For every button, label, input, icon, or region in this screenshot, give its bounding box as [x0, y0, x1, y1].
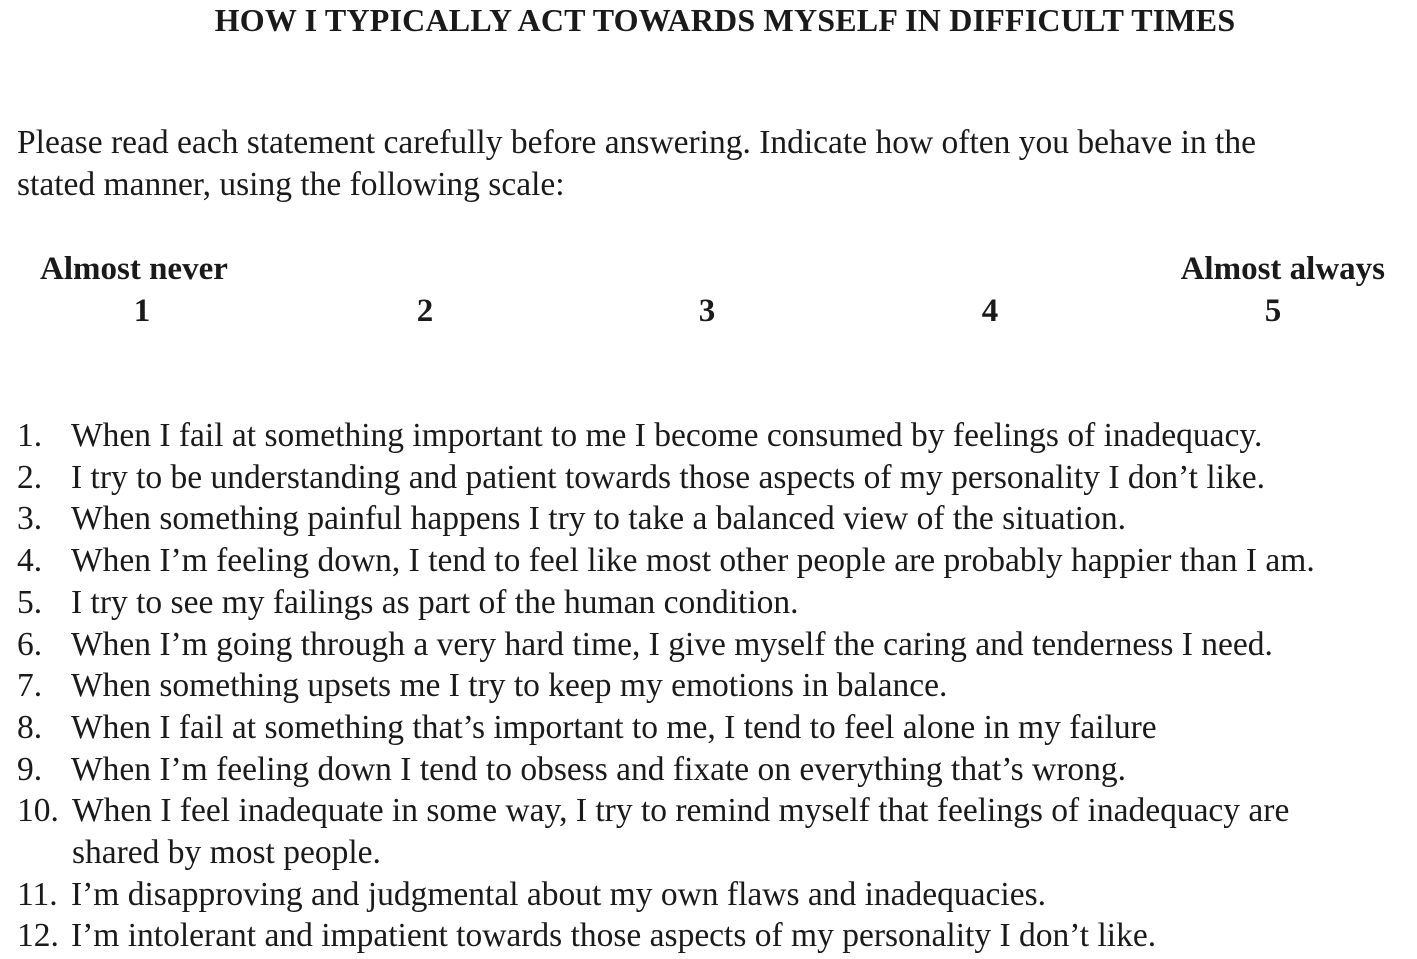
statement-item	[17, 624, 1417, 666]
statement-number: 3.	[17, 500, 43, 538]
statement-item	[17, 915, 1417, 957]
statement-number: 11.	[17, 875, 58, 913]
statement-item	[17, 749, 1417, 791]
scale-point-5: 5	[1264, 293, 1282, 329]
statement-item	[17, 665, 1417, 707]
scale-point-4: 4	[981, 293, 999, 329]
statement-number: 7.	[17, 667, 43, 705]
statement-text: I’m disapproving and judgmental about my own flaws and inadequacies.	[71, 875, 1046, 913]
statement-item	[17, 457, 1417, 499]
statement-item	[17, 540, 1417, 582]
statement-item	[17, 498, 1417, 540]
instructions	[17, 122, 1407, 206]
statement-item	[17, 874, 1417, 916]
statement-number: 10.	[17, 792, 59, 830]
statement-text: I try to be understanding and patient towards those aspects of my personality I don’t like.	[71, 458, 1265, 496]
statement-text: When I’m feeling down, I tend to feel like most other people are probably happier than I am.	[71, 542, 1315, 580]
rating-scale	[0, 248, 1417, 338]
statement-number: 5.	[17, 583, 43, 621]
statement-number: 8.	[17, 708, 43, 746]
statement-number: 4.	[17, 542, 43, 580]
scale-point-3: 3	[698, 293, 716, 329]
scale-point-2: 2	[416, 293, 434, 329]
statement-text: I’m intolerant and impatient towards those aspects of my personality I don’t like.	[71, 917, 1157, 955]
statement-text: When something painful happens I try to take a balanced view of the situation.	[71, 500, 1126, 538]
statement-item	[17, 415, 1417, 457]
statement-text: When I’m feeling down I tend to obsess and fixate on everything that’s wrong.	[71, 750, 1126, 788]
statement-text: When I fail at something important to me I become consumed by feelings of inadequacy.	[71, 417, 1263, 454]
statement-text: When I feel inadequate in some way, I try to remind myself that feelings of inadequacy are	[72, 792, 1290, 830]
statement-item-continuation	[17, 832, 1417, 874]
statement-number: 1.	[17, 417, 43, 454]
statement-text: When I’m going through a very hard time, I give myself the caring and tenderness I need.	[71, 625, 1273, 663]
instructions-line: Please read each statement carefully before answering. Indicate how often you behave in the	[17, 124, 1256, 161]
scale-low-anchor: Almost never	[40, 251, 228, 287]
statement-item	[17, 582, 1417, 624]
statement-number: 12.	[17, 917, 59, 955]
statement-item	[17, 790, 1417, 832]
page-title: HOW I TYPICALLY ACT TOWARDS MYSELF IN DIFFICULT TIMES	[214, 2, 1236, 38]
statement-text: When something upsets me I try to keep my emotions in balance.	[71, 667, 948, 705]
scale-point-1: 1	[133, 293, 151, 329]
statement-list	[17, 415, 1417, 957]
statement-number: 2.	[17, 458, 43, 496]
statement-text-continuation: shared by most people.	[72, 834, 381, 872]
scale-high-anchor: Almost always	[1180, 251, 1385, 287]
statement-number: 9.	[17, 750, 43, 788]
statement-number: 6.	[17, 625, 43, 663]
instructions-line: stated manner, using the following scale:	[17, 166, 565, 203]
statement-text: When I fail at something that’s important to me, I tend to feel alone in my failure	[71, 708, 1157, 746]
statement-item	[17, 707, 1417, 749]
statement-text: I try to see my failings as part of the human condition.	[71, 583, 799, 621]
